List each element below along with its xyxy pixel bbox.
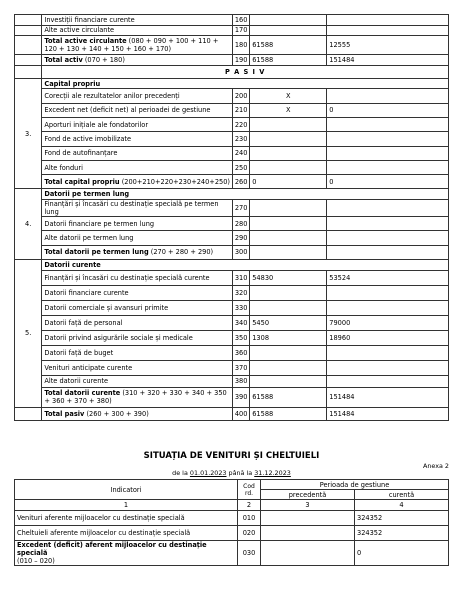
row-label-bold: Excedent (deficit) aferent mijloacelor cu destinație specială: [17, 541, 207, 557]
income-statement-table: [14, 479, 449, 566]
curr-period-value: [327, 285, 449, 300]
prev-period-value: [250, 146, 327, 160]
table-row: [15, 407, 449, 420]
row-label-formula: (200+210+220+230+240+250): [119, 177, 230, 186]
curr-period-value: [327, 25, 449, 36]
curr-period-value: [327, 200, 449, 217]
table-row: [15, 300, 449, 315]
period-mid: până la: [226, 469, 255, 477]
period-from: 01.01.2023: [189, 469, 227, 477]
table-row: [15, 387, 449, 407]
table-row: [15, 360, 449, 375]
table-row: [15, 175, 449, 189]
table-row: [15, 345, 449, 360]
curr-period-value: 151484: [327, 407, 449, 420]
row-code: 250: [233, 160, 250, 174]
prev-period-value: [250, 15, 327, 26]
row-code: 160: [233, 15, 250, 26]
balance-sheet-table: [14, 14, 449, 421]
section-number: 5.: [15, 259, 42, 407]
curr-period-value: [327, 245, 449, 259]
row-code: 380: [233, 375, 250, 387]
reporting-period: [0, 469, 463, 477]
table-row: [15, 36, 449, 55]
column-number-row: [15, 500, 449, 511]
column-number: 4: [355, 500, 449, 511]
curr-period-value: 324352: [355, 511, 449, 526]
table-row: [15, 89, 449, 103]
table-row: [15, 541, 449, 566]
curr-period-value: [327, 15, 449, 26]
curr-period-value: 0: [327, 103, 449, 117]
table-row: [15, 375, 449, 387]
prev-period-value: X: [250, 103, 327, 117]
row-label: Alte datorii curente: [42, 375, 233, 387]
table-row: [15, 132, 449, 146]
column-header-prev: precedentă: [261, 490, 355, 500]
curr-period-value: [327, 375, 449, 387]
column-number: 3: [261, 500, 355, 511]
column-header-curr: curentă: [355, 490, 449, 500]
period-prefix: de la: [172, 469, 190, 477]
row-label: [42, 245, 233, 259]
row-code: 030: [238, 541, 261, 566]
section-header: Datorii pe termen lung: [42, 189, 449, 200]
prev-period-value: [250, 117, 327, 131]
prev-period-value: 61588: [250, 55, 327, 66]
table-header-row: [15, 480, 449, 490]
column-number: 2: [238, 500, 261, 511]
column-header-indicator: Indicatori: [15, 480, 238, 500]
income-statement-title: SITUAȚIA DE VENITURI ȘI CHELTUIELI: [143, 451, 320, 461]
section-number: [15, 407, 42, 420]
row-code: 300: [233, 245, 250, 259]
prev-period-value: [261, 541, 355, 566]
prev-period-value: 61588: [250, 387, 327, 407]
row-label-formula: (080 + 090 + 100 + 110 + 120 + 130 + 140 + 150 + 160 + 170): [44, 37, 219, 54]
curr-period-value: 151484: [327, 55, 449, 66]
row-label: [42, 36, 233, 55]
curr-period-value: 0: [327, 175, 449, 189]
table-row: [15, 330, 449, 345]
row-label: Venituri aferente mijloacelor cu destinație specială: [15, 511, 238, 526]
curr-period-value: 12555: [327, 36, 449, 55]
section-number: 4.: [15, 189, 42, 259]
row-code: 290: [233, 231, 250, 245]
prev-period-value: 0: [250, 175, 327, 189]
row-label: Datorii financiare pe termen lung: [42, 217, 233, 231]
section-number: [15, 65, 42, 78]
row-label: Datorii față de buget: [42, 345, 233, 360]
row-label: Finanțări și încasări cu destinație specială curente: [42, 270, 233, 285]
row-label: Datorii comerciale și avansuri primite: [42, 300, 233, 315]
prev-period-value: [250, 132, 327, 146]
row-label-bold: Total capital propriu: [44, 177, 120, 186]
row-label-bold: Total datorii curente: [44, 389, 121, 398]
row-code: 330: [233, 300, 250, 315]
row-code: 170: [233, 25, 250, 36]
section-header: Capital propriu: [42, 78, 449, 89]
curr-period-value: [327, 217, 449, 231]
column-header-period: Perioada de gestiune: [261, 480, 449, 490]
row-label-formula: (310 + 320 + 330 + 340 + 350 + 360 + 370 + 380): [44, 389, 227, 406]
row-code: 370: [233, 360, 250, 375]
prev-period-value: 54830: [250, 270, 327, 285]
prev-period-value: X: [250, 89, 327, 103]
curr-period-value: [327, 117, 449, 131]
row-label-formula: (270 + 280 + 290): [148, 248, 214, 257]
section-number: [15, 15, 42, 26]
row-code: 020: [238, 526, 261, 541]
row-label: Investiții financiare curente: [42, 15, 233, 26]
row-label: Datorii față de personal: [42, 315, 233, 330]
row-label-formula: (070 + 180): [82, 55, 125, 64]
curr-period-value: [327, 146, 449, 160]
row-label-formula: (010 – 020): [17, 557, 55, 565]
prev-period-value: [250, 300, 327, 315]
row-label: Datorii privind asigurările sociale și medicale: [42, 330, 233, 345]
section-header: Datorii curente: [42, 259, 449, 270]
row-label: Fond de autofinanțare: [42, 146, 233, 160]
curr-period-value: [327, 345, 449, 360]
prev-period-value: [250, 375, 327, 387]
row-code: 220: [233, 117, 250, 131]
prev-period-value: [250, 245, 327, 259]
row-label: [42, 55, 233, 66]
row-label: Excedent net (deficit net) al perioadei de gestiune: [42, 103, 233, 117]
table-row: [15, 315, 449, 330]
curr-period-value: 53524: [327, 270, 449, 285]
curr-period-value: [327, 89, 449, 103]
table-row: [15, 25, 449, 36]
row-label: [42, 387, 233, 407]
row-code: 210: [233, 103, 250, 117]
row-label: Cheltuieli aferente mijloacelor cu destinație specială: [15, 526, 238, 541]
row-label: Finanțări și încasări cu destinație specială pe termen lung: [42, 200, 233, 217]
row-code: 350: [233, 330, 250, 345]
table-row: [15, 231, 449, 245]
pasiv-heading: P A S I V: [42, 65, 449, 78]
row-label: [42, 407, 233, 420]
prev-period-value: [250, 200, 327, 217]
row-label-formula: (260 + 300 + 390): [84, 409, 149, 418]
row-label: Datorii financiare curente: [42, 285, 233, 300]
row-label: Alte datorii pe termen lung: [42, 231, 233, 245]
prev-period-value: [250, 160, 327, 174]
table-row: [15, 15, 449, 26]
curr-period-value: 0: [355, 541, 449, 566]
column-number: 1: [15, 500, 238, 511]
row-code: 240: [233, 146, 250, 160]
row-label: Fond de active imobilizate: [42, 132, 233, 146]
curr-period-value: [327, 360, 449, 375]
prev-period-value: [261, 511, 355, 526]
row-code: 340: [233, 315, 250, 330]
row-label: Aporturi inițiale ale fondatorilor: [42, 117, 233, 131]
curr-period-value: 79000: [327, 315, 449, 330]
row-label-bold: Total activ: [44, 55, 83, 64]
table-row: [15, 146, 449, 160]
row-code: 280: [233, 217, 250, 231]
curr-period-value: [327, 300, 449, 315]
prev-period-value: [250, 217, 327, 231]
table-row: [15, 200, 449, 217]
table-row: [15, 103, 449, 117]
row-code: 320: [233, 285, 250, 300]
row-code: 230: [233, 132, 250, 146]
table-row: [15, 245, 449, 259]
section-header-row: [15, 189, 449, 200]
row-label: Venituri anticipate curente: [42, 360, 233, 375]
table-row: [15, 526, 449, 541]
prev-period-value: [250, 231, 327, 245]
curr-period-value: 18960: [327, 330, 449, 345]
prev-period-value: [250, 360, 327, 375]
column-header-code: Cod rd.: [238, 480, 261, 500]
curr-period-value: [327, 160, 449, 174]
row-code: 180: [233, 36, 250, 55]
row-code: 390: [233, 387, 250, 407]
table-row: [15, 160, 449, 174]
prev-period-value: 5450: [250, 315, 327, 330]
row-label: [15, 541, 238, 566]
prev-period-value: [250, 25, 327, 36]
table-row: [15, 285, 449, 300]
row-label: [42, 175, 233, 189]
prev-period-value: [261, 526, 355, 541]
curr-period-value: [327, 132, 449, 146]
row-label-bold: Total pasiv: [44, 409, 85, 418]
prev-period-value: 61588: [250, 407, 327, 420]
row-code: 010: [238, 511, 261, 526]
table-row: [15, 511, 449, 526]
section-header-row: [15, 259, 449, 270]
period-to: 31.12.2023: [254, 469, 291, 477]
row-code: 260: [233, 175, 250, 189]
row-code: 310: [233, 270, 250, 285]
section-header-row: [15, 78, 449, 89]
table-row: [15, 117, 449, 131]
row-code: 360: [233, 345, 250, 360]
row-code: 400: [233, 407, 250, 420]
section-number: [15, 55, 42, 66]
row-code: 190: [233, 55, 250, 66]
table-row: [15, 55, 449, 66]
table-row: [15, 217, 449, 231]
section-number: 3.: [15, 78, 42, 189]
section-number: [15, 25, 42, 36]
prev-period-value: [250, 285, 327, 300]
curr-period-value: 151484: [327, 387, 449, 407]
prev-period-value: [250, 345, 327, 360]
curr-period-value: [327, 231, 449, 245]
prev-period-value: 61588: [250, 36, 327, 55]
row-code: 270: [233, 200, 250, 217]
annex-label: Anexa 2: [422, 462, 449, 470]
row-label-bold: Total datorii pe termen lung: [44, 248, 149, 257]
row-code: 200: [233, 89, 250, 103]
table-row: [15, 270, 449, 285]
row-label: Alte fonduri: [42, 160, 233, 174]
curr-period-value: 324352: [355, 526, 449, 541]
table-row: [15, 65, 449, 78]
row-label: Corecții ale rezultatelor anilor precedenți: [42, 89, 233, 103]
prev-period-value: 1308: [250, 330, 327, 345]
row-label: Alte active circulante: [42, 25, 233, 36]
row-label-bold: Total active circulante: [44, 37, 127, 46]
section-number: [15, 36, 42, 55]
